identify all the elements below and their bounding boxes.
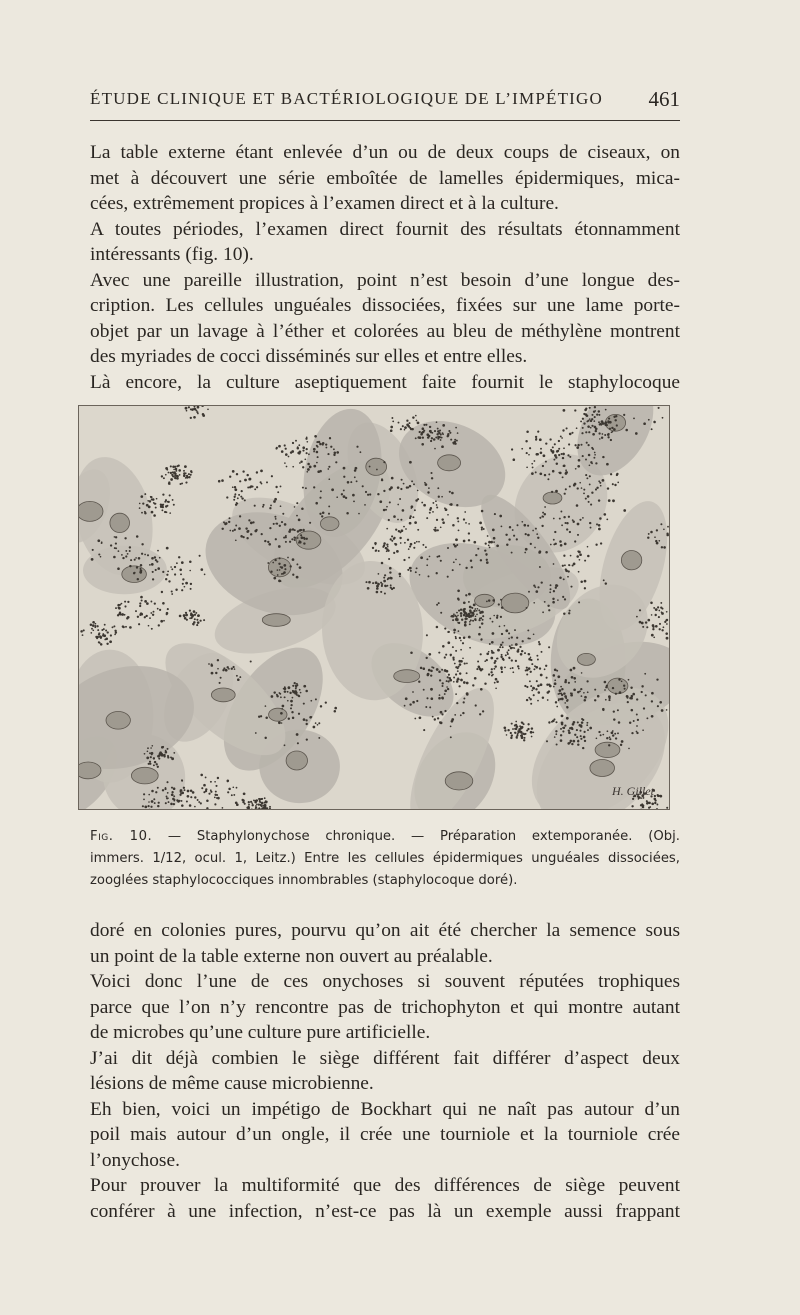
cell-nucleus	[79, 762, 101, 779]
cell-nucleus	[543, 492, 562, 504]
cell-nucleus	[394, 670, 420, 683]
text-line: cription. Les cellules unguéales dissociées, fixées sur une lame porte-	[90, 295, 680, 316]
text-line: objet par un lavage à l’éther et colorées au bleu de méthylène montrent	[90, 320, 680, 342]
text-line: parce que l’on n’y rencontre pas de trichophyton et qui montre autant	[90, 996, 680, 1018]
top-paragraphs	[90, 140, 680, 395]
page-header	[90, 84, 680, 114]
text-line: Pour prouver la multiformité que des différences de siège peuvent	[90, 1175, 680, 1196]
cell-nucleus	[438, 455, 461, 471]
cell-nucleus	[106, 712, 130, 730]
text-line: Là encore, la culture aseptiquement faite fournit le staphylocoque	[90, 371, 680, 393]
caption-line: immers. 1/12, ocul. 1, Leitz.) Entre les cellules épidermiques unguéales dissociées,	[90, 851, 680, 866]
text-line: cées, extrêmement propices à l’examen direct et à la culture.	[90, 193, 559, 214]
cell-nucleus	[595, 742, 620, 757]
figure-label: Fig. 10.	[90, 829, 153, 844]
text-line: A toutes périodes, l’examen direct fournit des résultats étonnamment	[90, 218, 680, 240]
text-line: de microbes qu’une culture pure artificielle.	[90, 1022, 431, 1043]
text-line: intéressants (fig. 10).	[90, 244, 254, 265]
text-line: des myriades de cocci disséminés sur elles et entre elles.	[90, 346, 528, 367]
cell-nucleus	[211, 688, 235, 702]
cell-nucleus	[621, 551, 641, 570]
text-line: Avec une pareille illustration, point n’est besoin d’une longue des-	[90, 269, 680, 291]
cell-nucleus	[445, 772, 473, 790]
figure-caption	[90, 826, 680, 892]
text-line: met à découvert une série emboîtée de lamelles épidermiques, mica-	[90, 167, 680, 189]
cell-nucleus	[577, 653, 595, 665]
micrograph-figure	[78, 405, 670, 810]
text-line: lésions de même cause microbienne.	[90, 1073, 374, 1094]
cell-nucleus	[501, 593, 529, 613]
micrograph-illustration	[79, 406, 669, 809]
text-line: J’ai dit déjà combien le siège différent fait différer d’aspect deux	[90, 1047, 680, 1069]
cell-nucleus	[131, 767, 158, 784]
running-title: ÉTUDE CLINIQUE ET BACTÉRIOLOGIQUE DE L’IMPÉTIGO	[90, 89, 603, 108]
caption-text: — Staphylonychose chronique. — Préparation extemporanée. (Obj.	[152, 829, 680, 844]
text-line: doré en colonies pures, pourvu qu’on ait été chercher la semence sous	[90, 920, 680, 941]
caption-line: zooglées staphylococciques innombrables (staphylocoque doré).	[90, 873, 518, 888]
text-line: poil mais autour d’un ongle, il crée une tourniole et la tourniole crée	[90, 1124, 680, 1145]
bottom-paragraphs	[90, 918, 680, 1224]
cell-nucleus	[590, 760, 615, 777]
cell-nucleus	[268, 558, 290, 577]
cell-nucleus	[269, 708, 287, 721]
text-line: conférer à une infection, n’est-ce pas là un exemple aussi frappant	[90, 1200, 680, 1222]
text-line: Eh bien, voici un impétigo de Bockhart qui ne naît pas autour d’un	[90, 1098, 680, 1120]
caption-line	[90, 826, 680, 848]
page-number: 461	[648, 86, 680, 111]
cell-nucleus	[262, 614, 290, 627]
cell-nucleus	[79, 501, 103, 521]
text-line: un point de la table externe non ouvert au préalable.	[90, 945, 493, 967]
cell-nucleus	[475, 594, 495, 607]
text-line: l’onychose.	[90, 1149, 180, 1171]
cell-nucleus	[286, 751, 307, 770]
cell-nucleus	[320, 517, 339, 531]
text-line: La table externe étant enlevée d’un ou de deux coups de ciseaux, on	[90, 142, 680, 163]
header-rule	[90, 120, 680, 121]
cell-nucleus	[110, 513, 130, 532]
cell-nucleus	[296, 531, 321, 549]
text-line: Voici donc l’une de ces onychoses si souvent réputées trophiques	[90, 971, 680, 992]
artist-signature: H. Gillet	[612, 784, 654, 798]
